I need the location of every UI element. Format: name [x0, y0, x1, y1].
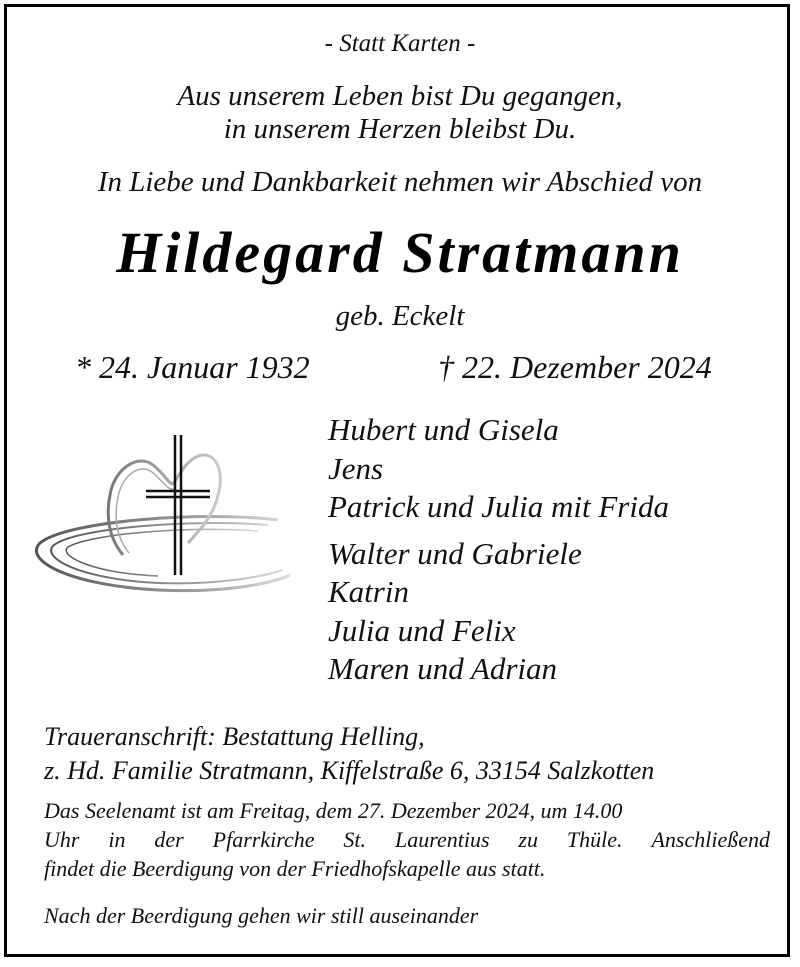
- address-line-1: Traueranschrift: Bestattung Helling,: [44, 722, 425, 751]
- service-word: in: [108, 827, 126, 852]
- condolence-address: [44, 720, 764, 788]
- service-word: zu: [518, 827, 538, 852]
- service-line-2: [44, 825, 770, 854]
- mourner-entry: Hubert und Gisela: [328, 412, 559, 447]
- closing-text: Nach der Beerdigung gehen wir still auseinander: [44, 903, 479, 928]
- mourner-entry: Maren und Adrian: [328, 651, 558, 686]
- heart-cross-icon: [28, 425, 308, 615]
- intro-text: - Statt Karten -: [324, 30, 476, 57]
- service-line-3: findet die Beerdigung von der Friedhofskapelle aus statt.: [44, 856, 546, 881]
- service-line-1: Das Seelenamt ist am Freitag, dem 27. Dezember 2024, um 14.00: [44, 798, 623, 823]
- mourners-group-1: [328, 411, 768, 527]
- service-word: der: [154, 827, 184, 852]
- mourners-list: [328, 411, 768, 689]
- maiden-name: geb. Eckelt: [335, 300, 465, 332]
- mourner-entry: Katrin: [328, 574, 409, 609]
- service-word: Thüle.: [566, 827, 623, 852]
- address-line-2: z. Hd. Familie Stratmann, Kiffelstraße 6, 33154 Salzkotten: [44, 756, 655, 785]
- death-date: † 22. Dezember 2024: [438, 349, 712, 385]
- verse-line-2: in unserem Herzen bleibst Du.: [223, 113, 577, 145]
- deceased-name: Hildegard Stratmann: [116, 220, 684, 285]
- mourner-entry: Julia und Felix: [328, 612, 516, 648]
- funeral-service-info: [44, 796, 770, 883]
- mourner-entry: Walter und Gabriele: [328, 535, 582, 571]
- birth-date: * 24. Januar 1932: [75, 349, 310, 385]
- mourner-entry: Patrick und Julia mit Frida: [328, 489, 669, 524]
- mourner-entry: Jens: [328, 450, 384, 486]
- verse-line-1: Aus unserem Leben bist Du gegangen,: [177, 80, 623, 112]
- service-word: Pfarrkirche: [212, 827, 315, 852]
- farewell-text: In Liebe und Dankbarkeit nehmen wir Abschied von: [97, 166, 703, 198]
- service-word: Uhr: [44, 827, 80, 852]
- mourners-group-2: [328, 535, 768, 689]
- service-word: Laurentius: [394, 827, 490, 852]
- service-word: Anschließend: [651, 827, 770, 852]
- service-word: St.: [343, 827, 367, 852]
